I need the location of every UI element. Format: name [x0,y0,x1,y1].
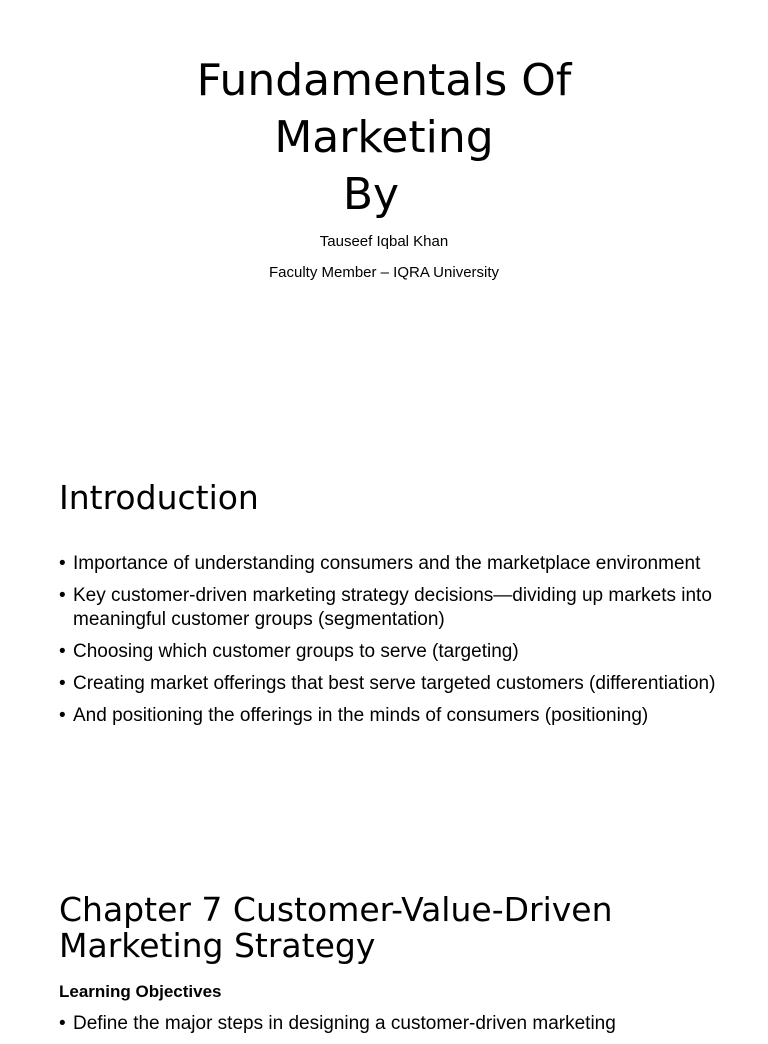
list-item-text: And positioning the offerings in the minds of consumers (positioning) [73,705,649,726]
bullet-icon: • [59,641,66,662]
list-item [59,672,739,696]
author-name: Tauseef Iqbal Khan [319,233,449,250]
list-item-text: Key customer-driven marketing strategy decisions—dividing up markets into meaningful customer groups (segmentation) [73,585,712,630]
slide-heading: Chapter 7 Customer-Value-Driven Marketing Strategy [59,890,613,965]
bullet-list [59,1012,739,1044]
list-item [59,704,739,728]
list-item-text: Define the major steps in designing a customer-driven marketing [73,1013,616,1034]
author-role: Faculty Member – IQRA University [268,264,500,281]
title-line-3: By [342,169,400,220]
list-item-text: Creating market offerings that best serve targeted customers (differentiation) [73,673,716,694]
bullet-list [59,552,739,736]
list-item-text: Importance of understanding consumers and the marketplace environment [73,553,701,574]
title-line-2: Marketing [274,112,494,163]
slide-heading: Introduction [59,478,259,517]
list-item-text: Choosing which customer groups to serve (targeting) [73,641,519,662]
bullet-icon: • [59,553,66,574]
introduction-slide [0,432,768,864]
presentation-title [0,52,768,223]
bullet-icon: • [59,705,66,726]
list-item [59,552,739,576]
learning-objectives-label: Learning Objectives [59,982,222,1001]
title-slide [0,0,768,432]
chapter-slide [0,864,768,1034]
bullet-icon: • [59,1013,66,1034]
list-item [59,1012,739,1036]
list-item [59,584,739,632]
title-line-1: Fundamentals Of [196,55,572,106]
bullet-icon: • [59,585,66,606]
list-item [59,640,739,664]
bullet-icon: • [59,673,66,694]
